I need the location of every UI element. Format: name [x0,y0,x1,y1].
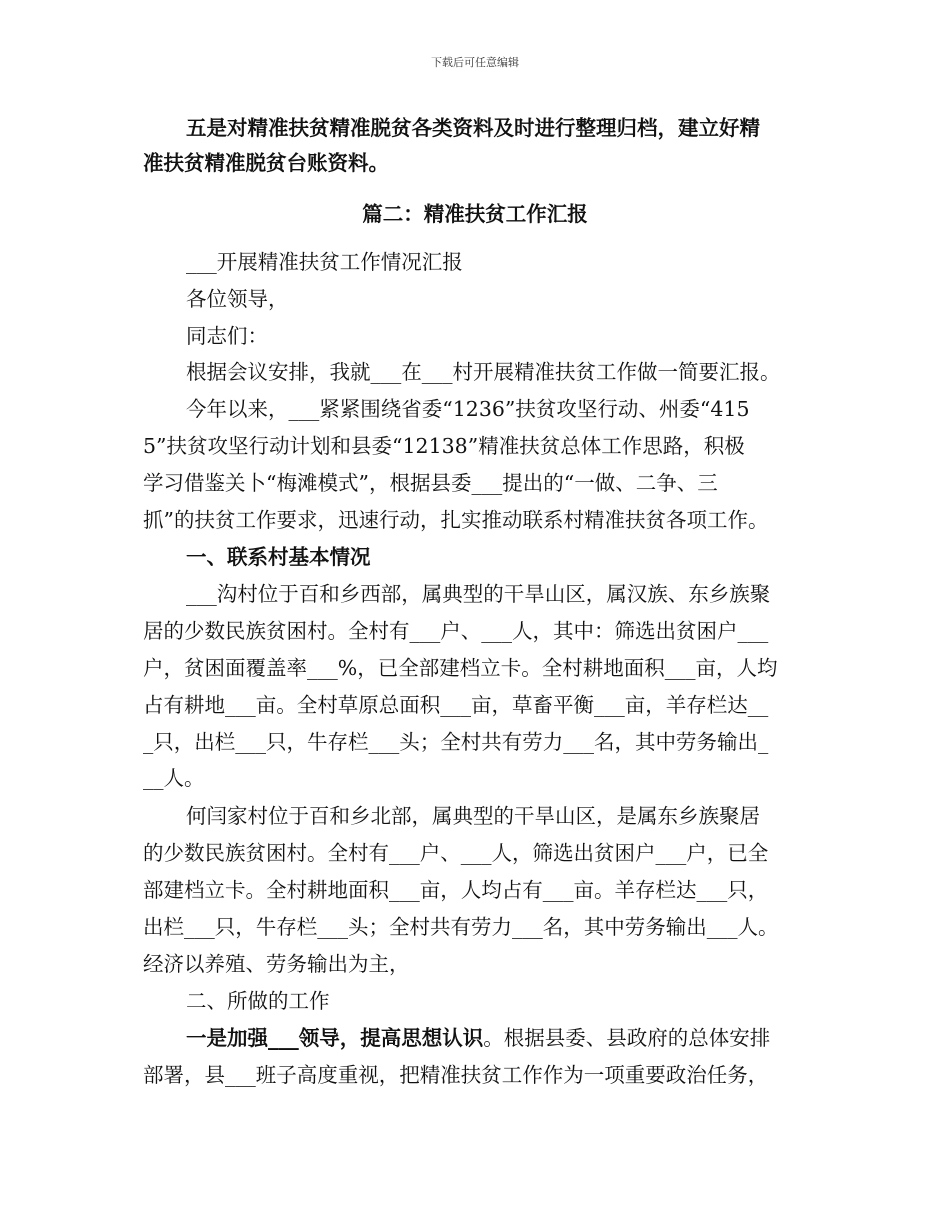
paragraph-line: 居的少数民族贫困村。全村有___户、___人，其中：筛选出贫困户___ [143,619,769,643]
paragraph-line: _只，出栏___只，牛存栏___头；全村共有劳力___名，其中劳务输出_ [143,730,769,754]
section-title: 篇二：精准扶贫工作汇报 [362,202,588,226]
paragraph-line: 的少数民族贫困村。全村有___户、___人，筛选出贫困户___户，已全 [143,841,769,865]
paragraph-line: 部建档立卡。全村耕地面积___亩，人均占有___亩。羊存栏达___只， [143,878,769,902]
report-title: ___开展精准扶贫工作情况汇报 [186,250,463,274]
paragraph-line: __人。 [143,766,205,790]
paragraph-line: 抓”的扶贫工作要求，迅速行动，扎实推动联系村精准扶贫各项工作。 [143,508,769,532]
paragraph-line: 部署，县___班子高度重视，把精准扶贫工作作为一项重要政治任务， [143,1063,769,1087]
paragraph-line: 五是对精准扶贫精准脱贫各类资料及时进行整理归档，建立好精 [186,116,760,140]
paragraph-line: 准扶贫精准脱贫台账资料。 [143,151,389,175]
section-heading: 一、联系村基本情况 [186,545,371,569]
paragraph-continuation: 。根据县委、县政府的总体安排 [483,1026,771,1050]
salutation: 各位领导， [186,287,289,311]
paragraph-line [186,1028,866,1049]
paragraph-line: 经济以养殖、劳务输出为主， [143,952,410,976]
header-note: 下载后可任意编辑 [431,56,519,69]
section-heading: 二、所做的工作 [186,989,330,1013]
paragraph-line: 出栏___只，牛存栏___头；全村共有劳力___名，其中劳务输出___人。 [143,915,779,939]
paragraph-line: 今年以来，___紧紧围绕省委“1236”扶贫攻坚行动、州委“415 [186,397,750,421]
paragraph-line: 户，贫困面覆盖率___%，已全部建档立卡。全村耕地面积___亩，人均 [143,656,778,680]
paragraph-line: 学习借鉴关卜“梅滩模式”，根据县委___提出的“一做、二争、三 [143,471,718,495]
bold-lead: 一是加强___领导，提高思想认识 [186,1026,484,1050]
paragraph-line: 何闫家村位于百和乡北部，属典型的干旱山区，是属东乡族聚居 [186,804,760,828]
paragraph-line: 占有耕地___亩。全村草原总面积___亩，草畜平衡___亩，羊存栏达__ [143,693,769,717]
paragraph-line: 根据会议安排，我就___在___村开展精准扶贫工作做一简要汇报。 [186,360,781,384]
salutation: 同志们： [186,324,268,348]
paragraph-line: ___沟村位于百和乡西部，属典型的干旱山区，属汉族、东乡族聚 [186,582,771,606]
paragraph-line: 5”扶贫攻坚行动计划和县委“12138”精准扶贫总体工作思路，积极 [143,434,745,458]
